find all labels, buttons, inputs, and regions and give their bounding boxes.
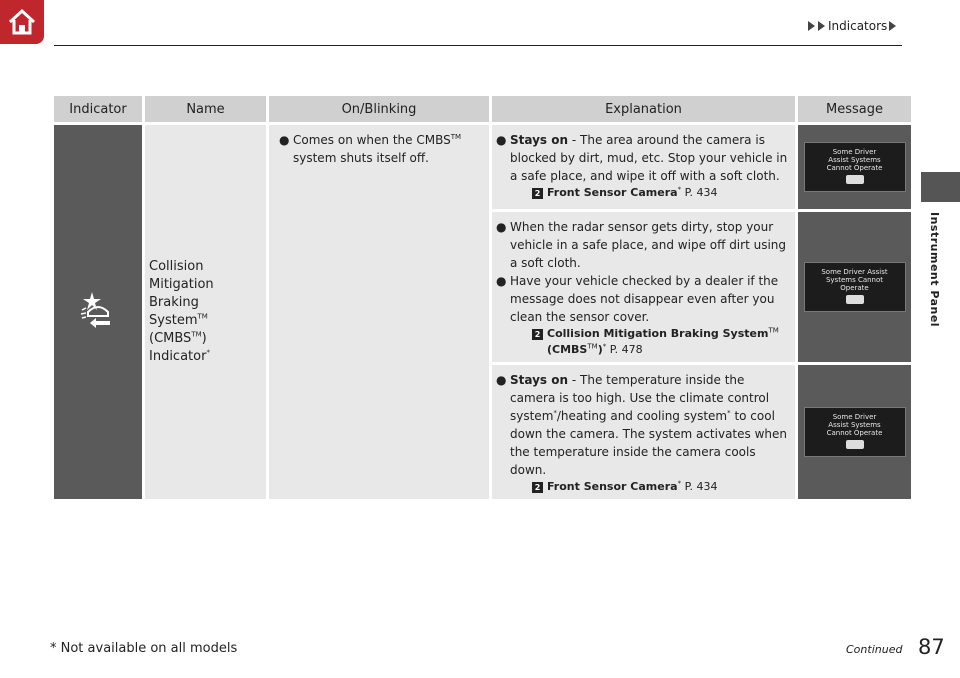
reference-arrow-icon: 2 <box>532 188 543 199</box>
message-display: Some Driver Assist Systems Cannot Operate <box>804 142 906 192</box>
footnote: * Not available on all models <box>50 641 238 656</box>
breadcrumb-label: Indicators <box>828 19 888 33</box>
continued-label: Continued <box>846 643 903 656</box>
on-blinking-text: ● Comes on when the CMBS™ system shuts itself off. <box>279 133 462 165</box>
table-row <box>54 125 911 209</box>
section-tab-marker <box>921 172 960 202</box>
explanation-cell: ● Stays on - The area around the camera is blocked by dirt, mud, etc. Stop your vehicle in a safe place, and wipe it off with a soft cloth. 2 Front Sensor Camera* P. 434 <box>492 125 795 209</box>
indicator-name: Collision Mitigation Braking System™ (CMBS™) Indicator* <box>149 259 214 364</box>
indicator-table <box>51 93 914 502</box>
page-number: 87 <box>918 635 945 659</box>
triangle-icon <box>889 21 896 31</box>
triangle-icon <box>808 21 815 31</box>
indicator-cell <box>54 125 142 499</box>
triangle-icon <box>818 21 825 31</box>
collision-mitigation-icon <box>78 290 118 330</box>
message-cell <box>798 365 911 499</box>
column-header-name: Name <box>145 96 266 122</box>
cross-reference-link[interactable]: 2 Front Sensor Camera* P. 434 <box>532 185 789 201</box>
message-cell <box>798 212 911 362</box>
table-header-row <box>54 96 911 122</box>
header-divider <box>54 45 902 46</box>
reference-arrow-icon: 2 <box>532 482 543 493</box>
column-header-explanation: Explanation <box>492 96 795 122</box>
column-header-message: Message <box>798 96 911 122</box>
home-button[interactable] <box>0 0 44 44</box>
on-blinking-cell <box>269 125 489 499</box>
camera-blocked-icon <box>846 175 864 184</box>
radar-sensor-icon <box>846 295 864 304</box>
camera-temperature-icon <box>846 440 864 449</box>
breadcrumb[interactable] <box>808 19 897 33</box>
explanation-cell: ● Stays on - The temperature inside the camera is too high. Use the climate control system*/heating and cooling system* to cool down the camera. The system activates when the temperature inside the camera cools down. 2 Front Sensor Camera* P. 434 <box>492 365 795 499</box>
column-header-indicator: Indicator <box>54 96 142 122</box>
section-tab-label: Instrument Panel <box>928 212 941 328</box>
column-header-on-blinking: On/Blinking <box>269 96 489 122</box>
cross-reference-link[interactable]: 2 Front Sensor Camera* P. 434 <box>532 479 789 495</box>
message-display: Some Driver Assist Systems Cannot Operate <box>804 407 906 457</box>
home-icon <box>7 8 37 36</box>
message-display: Some Driver Assist Systems Cannot Operate <box>804 262 906 312</box>
message-cell <box>798 125 911 209</box>
reference-arrow-icon: 2 <box>532 329 543 340</box>
explanation-cell: ● When the radar sensor gets dirty, stop your vehicle in a safe place, and wipe off dirt using a soft cloth. ● Have your vehicle checked by a dealer if the message does not disappear even after you clean the sensor cover. 2 Collision Mitigation Braking System™ (CMBS™)* P. 478 <box>492 212 795 362</box>
cross-reference-link[interactable]: 2 Collision Mitigation Braking System™ (CMBS™)* P. 478 <box>532 326 789 358</box>
name-cell <box>145 125 266 499</box>
